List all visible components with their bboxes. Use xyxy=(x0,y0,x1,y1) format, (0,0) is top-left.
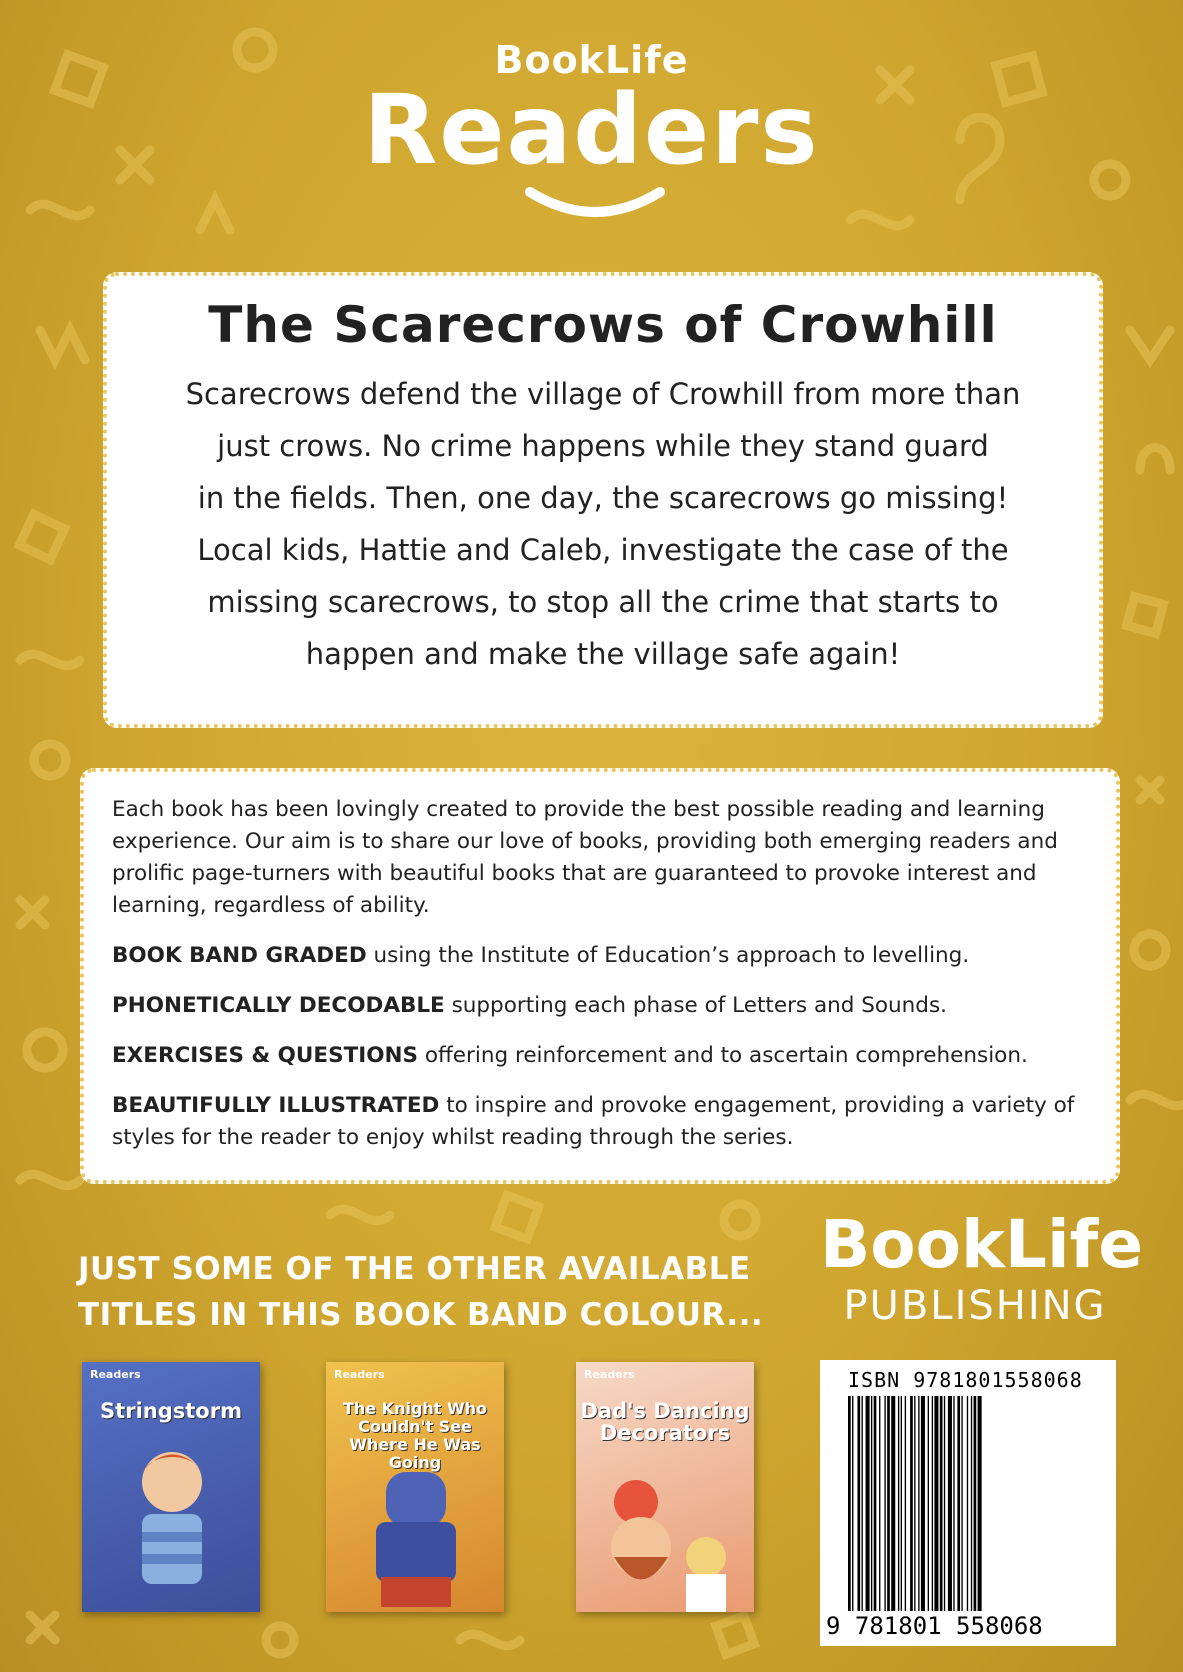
barcode-bar xyxy=(884,1396,885,1611)
story-line: Local kids, Hattie and Caleb, investigate the case of the xyxy=(197,533,1009,567)
story-line: just crows. No crime happens while they stand guard xyxy=(217,429,989,463)
story-card xyxy=(103,272,1103,728)
barcode-bar xyxy=(974,1396,977,1611)
logo-booklife-text: BookLife xyxy=(494,38,689,82)
story-title: The Scarecrows of Crowhill xyxy=(208,296,998,354)
barcode-bar xyxy=(971,1396,972,1611)
feature-item xyxy=(112,940,1088,972)
feature-item xyxy=(112,1090,1088,1154)
other-titles-heading xyxy=(78,1246,763,1338)
book-title: Dad's Dancing Decorators xyxy=(580,1399,750,1445)
feature-bold: EXERCISES & QUESTIONS xyxy=(112,1043,418,1068)
publisher-name: BookLife xyxy=(820,1206,1144,1283)
feature-item xyxy=(112,990,1088,1022)
barcode-bar xyxy=(905,1396,906,1611)
barcode-bar xyxy=(866,1396,870,1611)
barcode-bar xyxy=(898,1396,899,1611)
feature-bold: BEAUTIFULLY ILLUSTRATED xyxy=(112,1093,440,1118)
barcode-bar xyxy=(852,1396,853,1611)
other-titles-line-2: TITLES IN THIS BOOK BAND COLOUR... xyxy=(78,1297,764,1333)
barcode-bar xyxy=(901,1396,902,1611)
barcode-bar xyxy=(862,1396,863,1611)
feature-text: to inspire and provoke engagement, providing a variety of styles for the reader to enjoy whilst reading through the series. xyxy=(112,1093,1075,1150)
barcode-bar xyxy=(914,1396,915,1611)
story-line: in the fields. Then, one day, the scarecrows go missing! xyxy=(197,481,1009,515)
other-titles-line-1: JUST SOME OF THE OTHER AVAILABLE xyxy=(78,1251,751,1287)
book-title: The Knight Who Couldn't See Where He Was Going xyxy=(342,1399,488,1472)
barcode-bar xyxy=(921,1396,925,1611)
barcode-bar xyxy=(940,1396,943,1611)
feature-text: supporting each phase of Letters and Sounds. xyxy=(444,993,947,1018)
barcode-bar xyxy=(891,1396,895,1611)
feature-item xyxy=(112,1040,1088,1072)
book-logo: Readers xyxy=(584,1368,635,1381)
barcode-bar xyxy=(934,1396,938,1611)
isbn-digits: 9 781801 558068 xyxy=(826,1612,1043,1640)
barcode-bar xyxy=(944,1396,945,1611)
barcode-bar xyxy=(848,1396,851,1611)
book-cover-the-knight[interactable] xyxy=(326,1362,504,1612)
book-cover-stringstorm[interactable] xyxy=(82,1362,260,1612)
book-title: Stringstorm xyxy=(100,1399,242,1423)
feature-text: offering reinforcement and to ascertain comprehension. xyxy=(418,1043,1028,1068)
feature-bold: PHONETICALLY DECODABLE xyxy=(112,993,445,1018)
story-line: Scarecrows defend the village of Crowhill from more than xyxy=(185,377,1021,411)
isbn-label: ISBN 9781801558068 xyxy=(848,1368,1083,1392)
feature-bold: BOOK BAND GRADED xyxy=(112,943,367,968)
barcode-bar xyxy=(928,1396,929,1611)
feature-text: using the Institute of Education’s approach to levelling. xyxy=(366,943,970,968)
book-cover-dads-dancing-decorators[interactable] xyxy=(576,1362,754,1612)
barcode-bar xyxy=(953,1396,954,1611)
barcode-bar xyxy=(918,1396,919,1611)
book-logo: Readers xyxy=(334,1368,385,1381)
barcode-bar xyxy=(887,1396,890,1611)
isbn-barcode xyxy=(820,1360,1116,1646)
barcode-bar xyxy=(857,1396,860,1611)
barcode-bars-icon xyxy=(848,1396,1098,1616)
info-intro: Each book has been lovingly created to provide the best possible reading and learning experience. Our aim is to share our love of books, providing both emerging readers and prolific page-turners with beautiful books that are guaranteed to provoke interest and learning, regardless of ability. xyxy=(112,797,1058,918)
story-line: happen and make the village safe again! xyxy=(305,637,901,671)
barcode-bar xyxy=(961,1396,962,1611)
smile-icon xyxy=(520,182,670,222)
character-illustration-icon xyxy=(112,1442,232,1612)
barcode-bar xyxy=(910,1396,913,1611)
booklife-readers-logo xyxy=(0,38,1183,186)
barcode-bar xyxy=(871,1396,872,1611)
barcode-bar xyxy=(967,1396,968,1611)
story-line: missing scarecrows, to stop all the crime that starts to xyxy=(207,585,999,619)
family-illustration-icon xyxy=(586,1462,746,1612)
barcode-bar xyxy=(978,1396,982,1611)
barcode-bar xyxy=(948,1396,952,1611)
publisher-subtitle: PUBLISHING xyxy=(843,1283,1107,1329)
book-logo: Readers xyxy=(90,1368,141,1381)
booklife-publishing-logo xyxy=(820,1206,1144,1330)
barcode-bar xyxy=(879,1396,880,1611)
logo-readers-text: Readers xyxy=(363,74,820,186)
info-card xyxy=(80,768,1120,1184)
barcode-bar xyxy=(874,1396,877,1611)
barcode-bar xyxy=(957,1396,960,1611)
knight-illustration-icon xyxy=(356,1462,476,1612)
barcode-bar xyxy=(932,1396,933,1611)
